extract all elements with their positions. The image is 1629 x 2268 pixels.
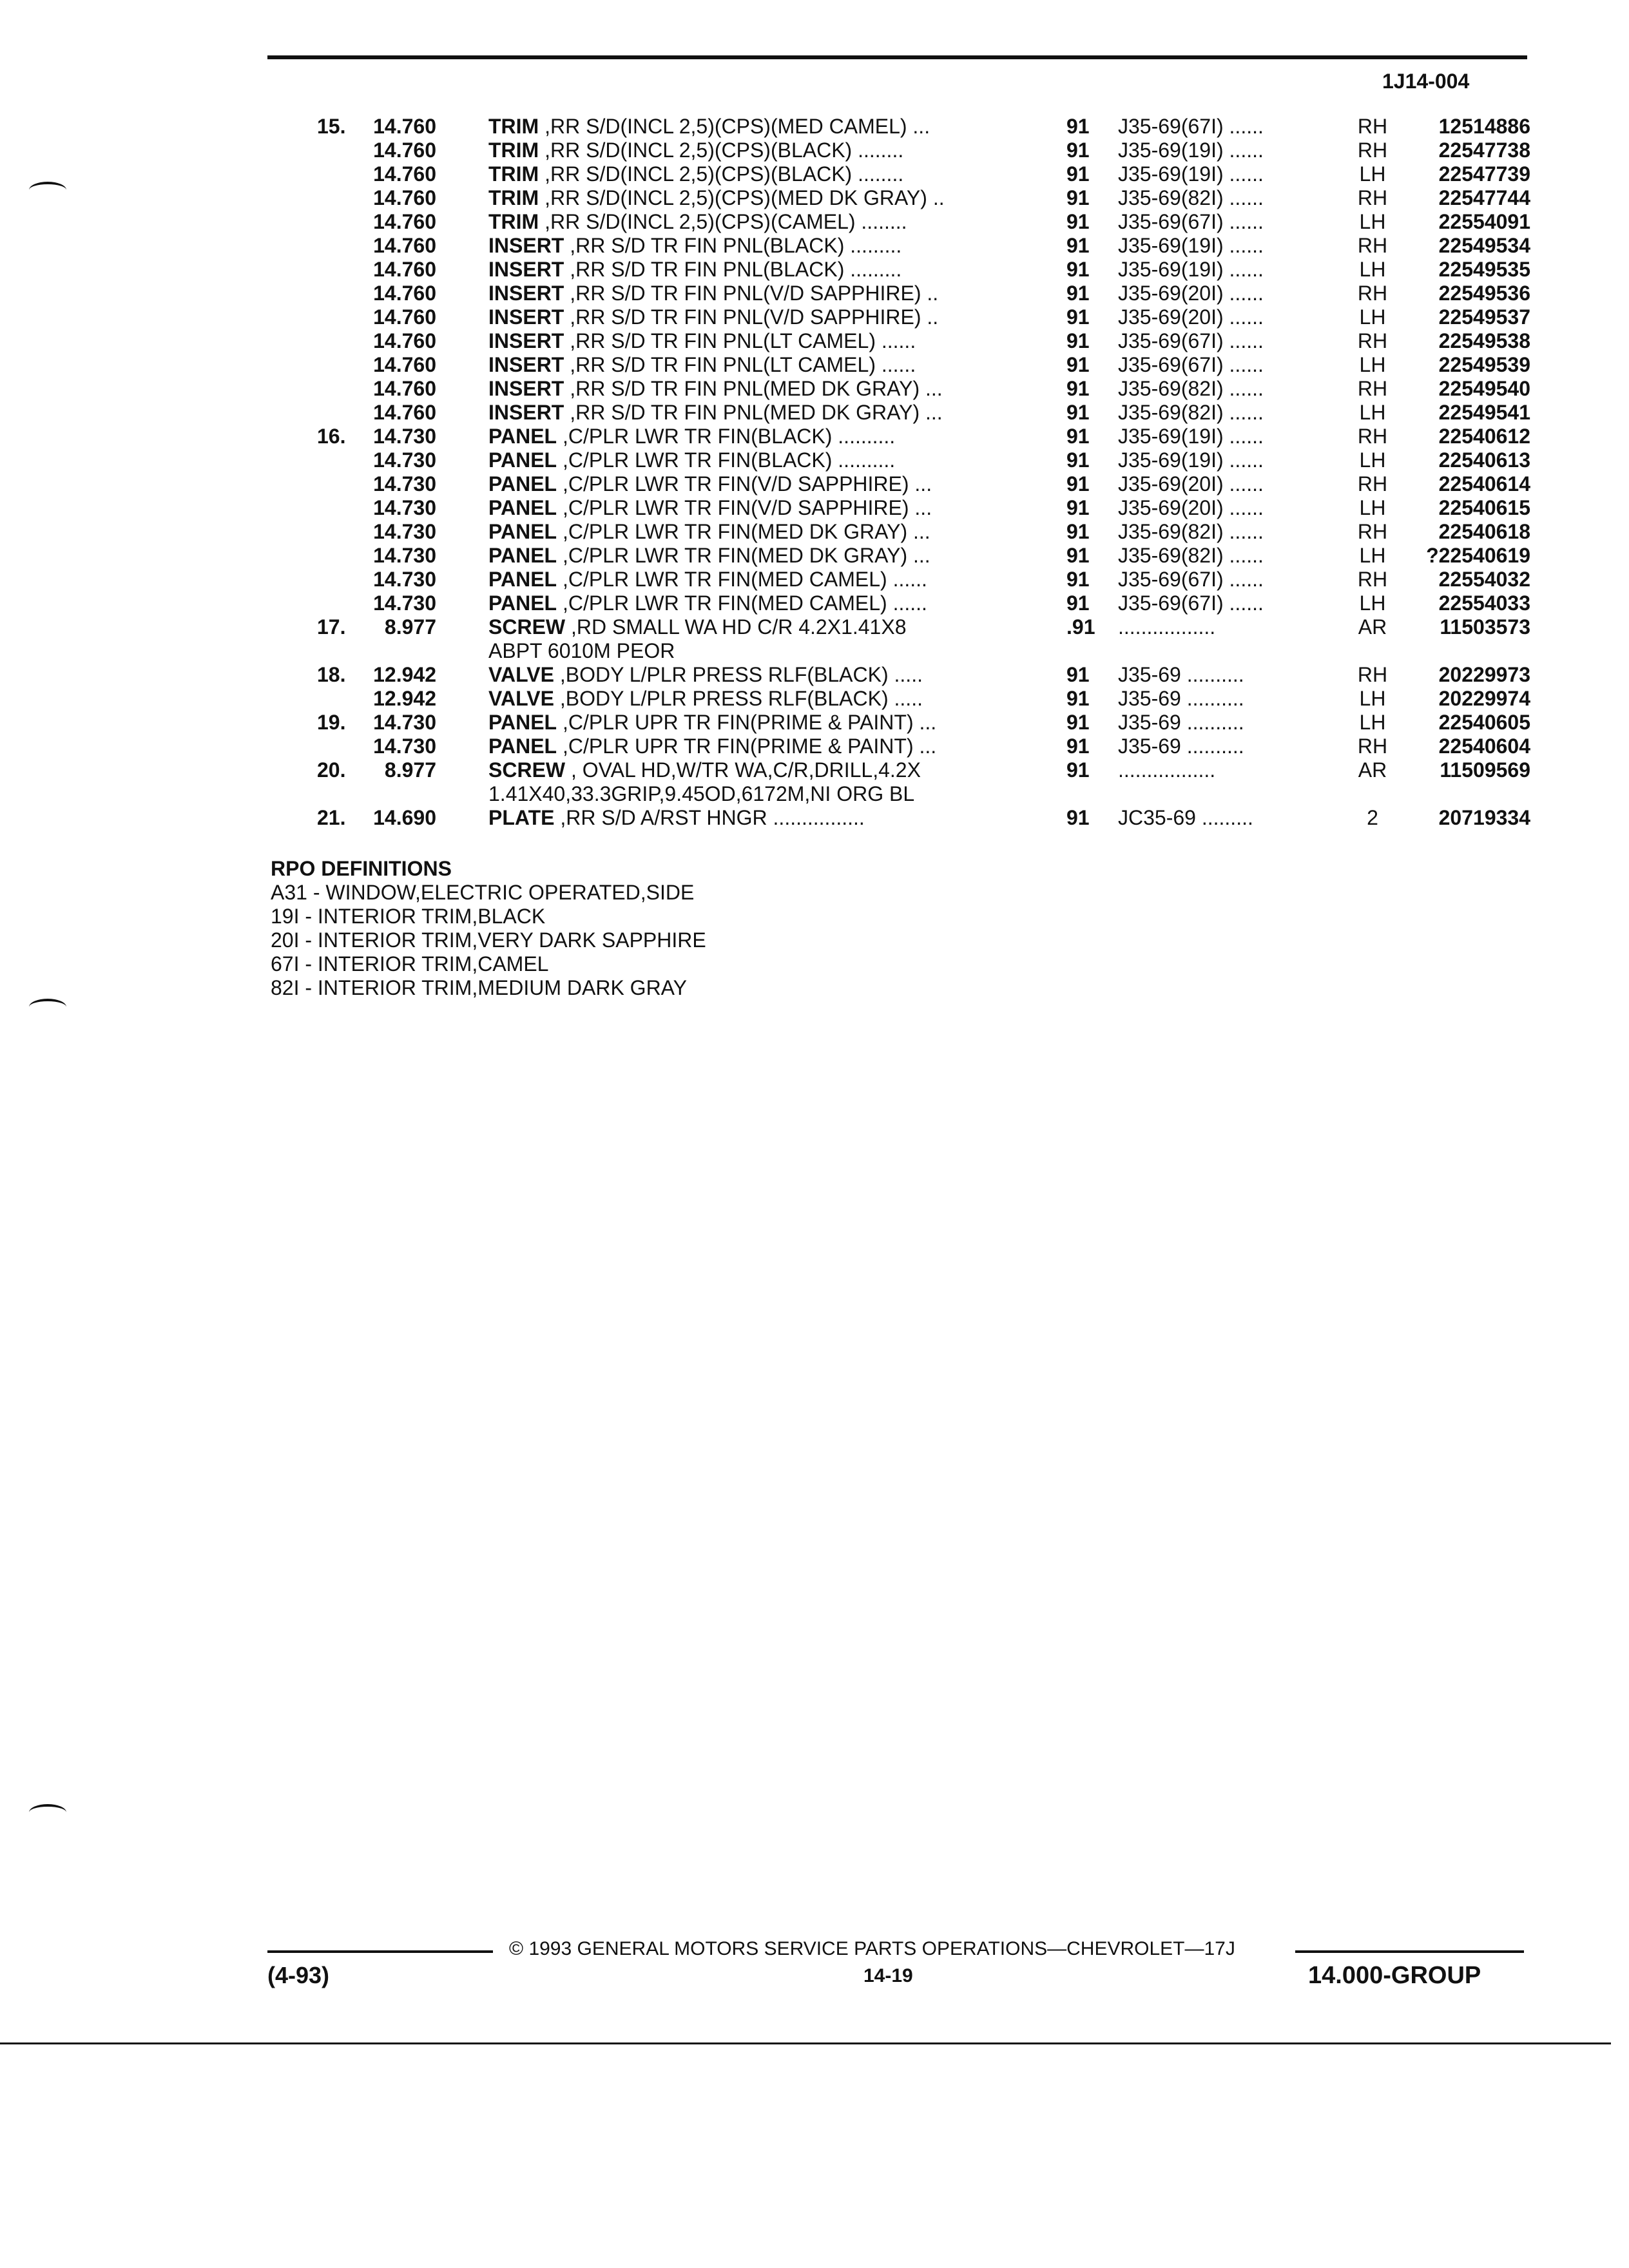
part-name: INSERT bbox=[488, 401, 564, 424]
part-number: 22547744 bbox=[1438, 186, 1530, 209]
part-name: PANEL bbox=[488, 472, 557, 495]
part-description bbox=[488, 687, 1278, 711]
model-year: 91 bbox=[1066, 210, 1090, 233]
part-name: VALVE bbox=[488, 687, 554, 710]
part-description bbox=[488, 139, 1278, 162]
rpo-item: 82I - INTERIOR TRIM,MEDIUM DARK GRAY bbox=[271, 976, 687, 999]
parts-row bbox=[258, 448, 1530, 472]
model-code: J35-69(82I) ...... bbox=[1118, 544, 1264, 567]
part-name: INSERT bbox=[488, 258, 564, 281]
part-name: INSERT bbox=[488, 329, 564, 352]
part-name: TRIM bbox=[488, 115, 539, 138]
binder-hole-mark bbox=[29, 182, 66, 198]
rpo-item: 67I - INTERIOR TRIM,CAMEL bbox=[271, 952, 549, 975]
part-desc-text: ,RR S/D(INCL 2,5)(CPS)(BLACK) ........ bbox=[545, 162, 904, 186]
parts-row bbox=[258, 615, 1530, 639]
group-number: 14.760 bbox=[373, 234, 436, 257]
part-number: 20229973 bbox=[1438, 663, 1530, 686]
parts-row bbox=[258, 234, 1530, 258]
parts-row bbox=[258, 496, 1530, 520]
part-name: INSERT bbox=[488, 305, 564, 329]
part-name: PANEL bbox=[488, 520, 557, 543]
part-name: INSERT bbox=[488, 377, 564, 400]
top-rule bbox=[267, 55, 1527, 59]
part-desc-text: ,C/PLR LWR TR FIN(MED DK GRAY) ... bbox=[562, 520, 930, 543]
group-number: 14.730 bbox=[373, 544, 436, 567]
model-code: J35-69(67I) ...... bbox=[1118, 210, 1264, 233]
model-year: 91 bbox=[1066, 711, 1090, 734]
part-desc-text: ,RR S/D TR FIN PNL(MED DK GRAY) ... bbox=[570, 401, 943, 424]
group-number: 8.977 bbox=[384, 615, 436, 639]
group-number: 14.730 bbox=[373, 448, 436, 472]
part-desc-text: ,C/PLR LWR TR FIN(V/D SAPPHIRE) ... bbox=[562, 472, 932, 495]
parts-row bbox=[258, 687, 1530, 711]
part-number: 22540604 bbox=[1438, 735, 1530, 758]
revision-date: (4-93) bbox=[267, 1962, 330, 1988]
parts-row bbox=[258, 425, 1530, 448]
model-code: J35-69(20I) ...... bbox=[1118, 496, 1264, 519]
ref-number: 19. bbox=[317, 711, 346, 734]
part-number: 11509569 bbox=[1440, 758, 1530, 782]
side-quantity: LH bbox=[1359, 401, 1386, 424]
group-number: 14.730 bbox=[373, 425, 436, 448]
model-year: 91 bbox=[1066, 425, 1090, 448]
model-year: 91 bbox=[1066, 448, 1090, 472]
side-quantity: RH bbox=[1357, 139, 1388, 162]
part-desc-text: ,RR S/D TR FIN PNL(V/D SAPPHIRE) .. bbox=[570, 282, 939, 305]
model-code: J35-69 .......... bbox=[1118, 663, 1244, 686]
model-year: 91 bbox=[1066, 520, 1090, 543]
model-code: J35-69(20I) ...... bbox=[1118, 282, 1264, 305]
ref-number: 20. bbox=[317, 758, 346, 782]
part-desc-text: ,C/PLR LWR TR FIN(MED DK GRAY) ... bbox=[562, 544, 930, 567]
part-name: TRIM bbox=[488, 186, 539, 209]
part-description bbox=[488, 305, 1278, 329]
part-number: 22549535 bbox=[1438, 258, 1530, 281]
group-number: 14.760 bbox=[373, 401, 436, 424]
rpo-item: 19I - INTERIOR TRIM,BLACK bbox=[271, 905, 546, 928]
part-name: TRIM bbox=[488, 210, 539, 233]
side-quantity: LH bbox=[1359, 687, 1386, 710]
model-code: J35-69 .......... bbox=[1118, 735, 1244, 758]
side-quantity: RH bbox=[1357, 663, 1388, 686]
rpo-item: A31 - WINDOW,ELECTRIC OPERATED,SIDE bbox=[271, 881, 695, 904]
parts-row bbox=[258, 186, 1530, 210]
rpo-item: 20I - INTERIOR TRIM,VERY DARK SAPPHIRE bbox=[271, 928, 706, 952]
model-year: 91 bbox=[1066, 806, 1090, 829]
copyright-notice: © 1993 GENERAL MOTORS SERVICE PARTS OPERATIONS—CHEVROLET—17J bbox=[509, 1938, 1235, 1959]
group-label: 14.000-GROUP bbox=[1308, 1962, 1481, 1989]
group-number: 14.730 bbox=[373, 496, 436, 519]
group-number: 14.730 bbox=[373, 711, 436, 734]
side-quantity: LH bbox=[1359, 353, 1386, 376]
side-quantity: LH bbox=[1359, 711, 1386, 734]
parts-row bbox=[258, 115, 1530, 139]
part-description bbox=[488, 258, 1278, 282]
model-code: J35-69(67I) ...... bbox=[1118, 568, 1264, 591]
parts-row bbox=[258, 210, 1530, 234]
parts-row bbox=[258, 663, 1530, 687]
side-quantity: LH bbox=[1359, 305, 1386, 329]
model-code: J35-69(19I) ...... bbox=[1118, 162, 1264, 186]
part-desc-text: ,BODY L/PLR PRESS RLF(BLACK) ..... bbox=[559, 687, 923, 710]
side-quantity: LH bbox=[1359, 448, 1386, 472]
part-desc-text: ,RR S/D(INCL 2,5)(CPS)(CAMEL) ........ bbox=[545, 210, 907, 233]
part-description bbox=[488, 472, 1278, 496]
parts-row bbox=[258, 544, 1530, 568]
part-number: 20719334 bbox=[1438, 806, 1530, 829]
part-number: 22549537 bbox=[1438, 305, 1530, 329]
part-description bbox=[488, 377, 1278, 401]
model-code: J35-69(19I) ...... bbox=[1118, 258, 1264, 281]
part-description bbox=[488, 735, 1278, 758]
side-quantity: RH bbox=[1357, 377, 1388, 400]
part-number: 22554091 bbox=[1438, 210, 1530, 233]
model-year: 91 bbox=[1066, 544, 1090, 567]
group-number: 14.690 bbox=[373, 806, 436, 829]
part-desc-text: ,RR S/D(INCL 2,5)(CPS)(MED DK GRAY) .. bbox=[545, 186, 945, 209]
part-description bbox=[488, 806, 1278, 830]
part-desc-text: ,RR S/D TR FIN PNL(LT CAMEL) ...... bbox=[570, 329, 916, 352]
part-desc-text: , OVAL HD,W/TR WA,C/R,DRILL,4.2X bbox=[571, 758, 921, 782]
parts-row bbox=[258, 282, 1530, 305]
group-number: 12.942 bbox=[373, 687, 436, 710]
part-desc-text: ,C/PLR UPR TR FIN(PRIME & PAINT) ... bbox=[562, 711, 937, 734]
model-code: J35-69(19I) ...... bbox=[1118, 448, 1264, 472]
side-quantity: AR bbox=[1358, 758, 1387, 782]
part-description bbox=[488, 115, 1278, 139]
part-desc-text: ,RD SMALL WA HD C/R 4.2X1.41X8 bbox=[571, 615, 907, 639]
part-number: 22549539 bbox=[1438, 353, 1530, 376]
model-year: 91 bbox=[1066, 234, 1090, 257]
part-number: 22540612 bbox=[1438, 425, 1530, 448]
part-description bbox=[488, 663, 1278, 687]
part-desc-text: ,RR S/D TR FIN PNL(V/D SAPPHIRE) .. bbox=[570, 305, 939, 329]
model-year: 91 bbox=[1066, 401, 1090, 424]
part-description bbox=[488, 210, 1278, 234]
part-number: 22540605 bbox=[1438, 711, 1530, 734]
part-desc-text: ,C/PLR LWR TR FIN(BLACK) .......... bbox=[562, 448, 896, 472]
part-description bbox=[488, 758, 1278, 782]
part-name: PANEL bbox=[488, 448, 557, 472]
model-year: 91 bbox=[1066, 282, 1090, 305]
model-year: 91 bbox=[1066, 186, 1090, 209]
model-code: J35-69(82I) ...... bbox=[1118, 186, 1264, 209]
part-desc-text: ,RR S/D(INCL 2,5)(CPS)(MED CAMEL) ... bbox=[545, 115, 930, 138]
footer-rule-left bbox=[267, 1950, 493, 1953]
ref-number: 15. bbox=[317, 115, 346, 138]
group-number: 12.942 bbox=[373, 663, 436, 686]
group-number: 14.760 bbox=[373, 282, 436, 305]
part-description bbox=[488, 568, 1278, 591]
model-code: J35-69(20I) ...... bbox=[1118, 305, 1264, 329]
part-name: PANEL bbox=[488, 544, 557, 567]
rpo-definitions bbox=[271, 857, 706, 1000]
parts-row-continuation bbox=[258, 782, 1530, 806]
parts-row bbox=[258, 520, 1530, 544]
ref-number: 17. bbox=[317, 615, 346, 639]
side-quantity: RH bbox=[1357, 520, 1388, 543]
part-name: PLATE bbox=[488, 806, 555, 829]
parts-row bbox=[258, 329, 1530, 353]
parts-list bbox=[258, 115, 1530, 830]
group-number: 14.730 bbox=[373, 568, 436, 591]
side-quantity: RH bbox=[1357, 234, 1388, 257]
model-code: J35-69(19I) ...... bbox=[1118, 139, 1264, 162]
part-description bbox=[488, 615, 1278, 639]
model-code: J35-69 .......... bbox=[1118, 687, 1244, 710]
page-code: 1J14-004 bbox=[1382, 70, 1470, 93]
group-number: 14.760 bbox=[373, 139, 436, 162]
part-desc-text: ,C/PLR LWR TR FIN(V/D SAPPHIRE) ... bbox=[562, 496, 932, 519]
side-quantity: LH bbox=[1359, 162, 1386, 186]
model-year: 91 bbox=[1066, 496, 1090, 519]
parts-row bbox=[258, 162, 1530, 186]
part-desc-text: ,C/PLR LWR TR FIN(MED CAMEL) ...... bbox=[562, 591, 927, 615]
part-number: 12514886 bbox=[1438, 115, 1530, 138]
model-code: ................. bbox=[1118, 615, 1216, 639]
ref-number: 18. bbox=[317, 663, 346, 686]
model-code: J35-69(67I) ...... bbox=[1118, 591, 1264, 615]
group-number: 14.760 bbox=[373, 377, 436, 400]
part-name: PANEL bbox=[488, 568, 557, 591]
model-year: 91 bbox=[1066, 258, 1090, 281]
footer-rule-right bbox=[1295, 1950, 1524, 1953]
group-number: 14.760 bbox=[373, 329, 436, 352]
part-number: 22547739 bbox=[1438, 162, 1530, 186]
side-quantity: RH bbox=[1357, 568, 1388, 591]
part-description bbox=[488, 639, 1278, 663]
part-number: 22549534 bbox=[1438, 234, 1530, 257]
parts-row bbox=[258, 806, 1530, 830]
part-desc-text: ,BODY L/PLR PRESS RLF(BLACK) ..... bbox=[559, 663, 923, 686]
part-name: TRIM bbox=[488, 162, 539, 186]
model-code: J35-69 .......... bbox=[1118, 711, 1244, 734]
ref-number: 21. bbox=[317, 806, 346, 829]
group-number: 14.760 bbox=[373, 186, 436, 209]
part-description bbox=[488, 448, 1278, 472]
parts-row bbox=[258, 139, 1530, 162]
side-quantity: LH bbox=[1359, 210, 1386, 233]
part-desc-text: ,RR S/D(INCL 2,5)(CPS)(BLACK) ........ bbox=[545, 139, 904, 162]
model-year: 91 bbox=[1066, 305, 1090, 329]
parts-row bbox=[258, 591, 1530, 615]
part-name: PANEL bbox=[488, 496, 557, 519]
model-code: J35-69(82I) ...... bbox=[1118, 520, 1264, 543]
part-number: ?22540619 bbox=[1426, 544, 1530, 567]
group-number: 14.760 bbox=[373, 162, 436, 186]
part-number: 22549536 bbox=[1438, 282, 1530, 305]
part-desc-text: ,C/PLR LWR TR FIN(MED CAMEL) ...... bbox=[562, 568, 927, 591]
part-name: VALVE bbox=[488, 663, 554, 686]
part-name: PANEL bbox=[488, 425, 557, 448]
part-name: PANEL bbox=[488, 591, 557, 615]
group-number: 14.760 bbox=[373, 115, 436, 138]
model-year: 91 bbox=[1066, 115, 1090, 138]
part-description bbox=[488, 282, 1278, 305]
part-description bbox=[488, 234, 1278, 258]
part-name: PANEL bbox=[488, 711, 557, 734]
binder-hole-mark bbox=[29, 1804, 66, 1821]
side-quantity: RH bbox=[1357, 329, 1388, 352]
model-year: 91 bbox=[1066, 472, 1090, 495]
parts-row bbox=[258, 377, 1530, 401]
side-quantity: 2 bbox=[1367, 806, 1378, 829]
part-description bbox=[488, 353, 1278, 377]
part-desc-text: ,RR S/D TR FIN PNL(MED DK GRAY) ... bbox=[570, 377, 943, 400]
part-number: 22554032 bbox=[1438, 568, 1530, 591]
binder-hole-mark bbox=[29, 999, 66, 1015]
part-description bbox=[488, 496, 1278, 520]
group-number: 14.730 bbox=[373, 520, 436, 543]
model-code: J35-69(67I) ...... bbox=[1118, 353, 1264, 376]
part-desc-text: ,RR S/D A/RST HNGR ................ bbox=[560, 806, 865, 829]
parts-row-continuation bbox=[258, 639, 1530, 663]
model-code: JC35-69 ......... bbox=[1118, 806, 1253, 829]
model-year: 91 bbox=[1066, 377, 1090, 400]
part-description bbox=[488, 329, 1278, 353]
part-description bbox=[488, 711, 1278, 735]
model-code: J35-69(19I) ...... bbox=[1118, 425, 1264, 448]
side-quantity: LH bbox=[1359, 258, 1386, 281]
parts-row bbox=[258, 711, 1530, 735]
part-description bbox=[488, 425, 1278, 448]
part-description bbox=[488, 162, 1278, 186]
side-quantity: RH bbox=[1357, 425, 1388, 448]
part-description bbox=[488, 782, 1278, 806]
model-code: ................. bbox=[1118, 758, 1216, 782]
model-year: 91 bbox=[1066, 758, 1090, 782]
parts-row bbox=[258, 758, 1530, 782]
group-number: 14.760 bbox=[373, 258, 436, 281]
model-year: 91 bbox=[1066, 139, 1090, 162]
model-year: 91 bbox=[1066, 687, 1090, 710]
part-description bbox=[488, 544, 1278, 568]
model-year: 91 bbox=[1066, 353, 1090, 376]
part-name: INSERT bbox=[488, 353, 564, 376]
part-desc-text: ,RR S/D TR FIN PNL(BLACK) ......... bbox=[570, 234, 902, 257]
part-number: 22549540 bbox=[1438, 377, 1530, 400]
part-number: 11503573 bbox=[1440, 615, 1530, 639]
parts-row bbox=[258, 472, 1530, 496]
part-number: 22540613 bbox=[1438, 448, 1530, 472]
side-quantity: LH bbox=[1359, 544, 1386, 567]
model-year: 91 bbox=[1066, 735, 1090, 758]
part-number: 22540618 bbox=[1438, 520, 1530, 543]
model-year: .91 bbox=[1066, 615, 1095, 639]
model-code: J35-69(82I) ...... bbox=[1118, 401, 1264, 424]
side-quantity: RH bbox=[1357, 735, 1388, 758]
part-desc-text: 1.41X40,33.3GRIP,9.45OD,6172M,NI ORG BL bbox=[488, 782, 915, 805]
page-number: 14-19 bbox=[863, 1965, 913, 1986]
part-number: 22540615 bbox=[1438, 496, 1530, 519]
side-quantity: RH bbox=[1357, 115, 1388, 138]
model-year: 91 bbox=[1066, 591, 1090, 615]
part-description bbox=[488, 401, 1278, 425]
side-quantity: AR bbox=[1358, 615, 1387, 639]
part-name: INSERT bbox=[488, 282, 564, 305]
part-description bbox=[488, 186, 1278, 210]
group-number: 14.730 bbox=[373, 472, 436, 495]
part-desc-text: ,RR S/D TR FIN PNL(BLACK) ......... bbox=[570, 258, 902, 281]
side-quantity: LH bbox=[1359, 496, 1386, 519]
model-year: 91 bbox=[1066, 663, 1090, 686]
group-number: 14.760 bbox=[373, 210, 436, 233]
side-quantity: RH bbox=[1357, 186, 1388, 209]
part-number: 22549541 bbox=[1438, 401, 1530, 424]
group-number: 8.977 bbox=[384, 758, 436, 782]
model-code: J35-69(19I) ...... bbox=[1118, 234, 1264, 257]
part-number: 22554033 bbox=[1438, 591, 1530, 615]
part-desc-text: ,RR S/D TR FIN PNL(LT CAMEL) ...... bbox=[570, 353, 916, 376]
group-number: 14.730 bbox=[373, 591, 436, 615]
part-description bbox=[488, 520, 1278, 544]
part-number: 22549538 bbox=[1438, 329, 1530, 352]
model-year: 91 bbox=[1066, 162, 1090, 186]
model-year: 91 bbox=[1066, 329, 1090, 352]
part-name: SCREW bbox=[488, 615, 566, 639]
model-year: 91 bbox=[1066, 568, 1090, 591]
part-number: 22540614 bbox=[1438, 472, 1530, 495]
part-name: TRIM bbox=[488, 139, 539, 162]
part-desc-text: ABPT 6010M PEOR bbox=[488, 639, 675, 662]
group-number: 14.760 bbox=[373, 305, 436, 329]
parts-row bbox=[258, 258, 1530, 282]
model-code: J35-69(20I) ...... bbox=[1118, 472, 1264, 495]
model-code: J35-69(67I) ...... bbox=[1118, 115, 1264, 138]
parts-row bbox=[258, 305, 1530, 329]
group-number: 14.730 bbox=[373, 735, 436, 758]
model-code: J35-69(82I) ...... bbox=[1118, 377, 1264, 400]
bottom-rule bbox=[0, 2042, 1611, 2044]
part-desc-text: ,C/PLR LWR TR FIN(BLACK) .......... bbox=[562, 425, 896, 448]
model-code: J35-69(67I) ...... bbox=[1118, 329, 1264, 352]
part-number: 20229974 bbox=[1438, 687, 1530, 710]
parts-row bbox=[258, 401, 1530, 425]
parts-row bbox=[258, 353, 1530, 377]
part-desc-text: ,C/PLR UPR TR FIN(PRIME & PAINT) ... bbox=[562, 735, 937, 758]
part-description bbox=[488, 591, 1278, 615]
parts-row bbox=[258, 568, 1530, 591]
parts-row bbox=[258, 735, 1530, 758]
rpo-header: RPO DEFINITIONS bbox=[271, 857, 452, 880]
part-name: SCREW bbox=[488, 758, 566, 782]
part-number: 22547738 bbox=[1438, 139, 1530, 162]
part-name: INSERT bbox=[488, 234, 564, 257]
side-quantity: LH bbox=[1359, 591, 1386, 615]
side-quantity: RH bbox=[1357, 472, 1388, 495]
part-name: PANEL bbox=[488, 735, 557, 758]
side-quantity: RH bbox=[1357, 282, 1388, 305]
ref-number: 16. bbox=[317, 425, 346, 448]
group-number: 14.760 bbox=[373, 353, 436, 376]
